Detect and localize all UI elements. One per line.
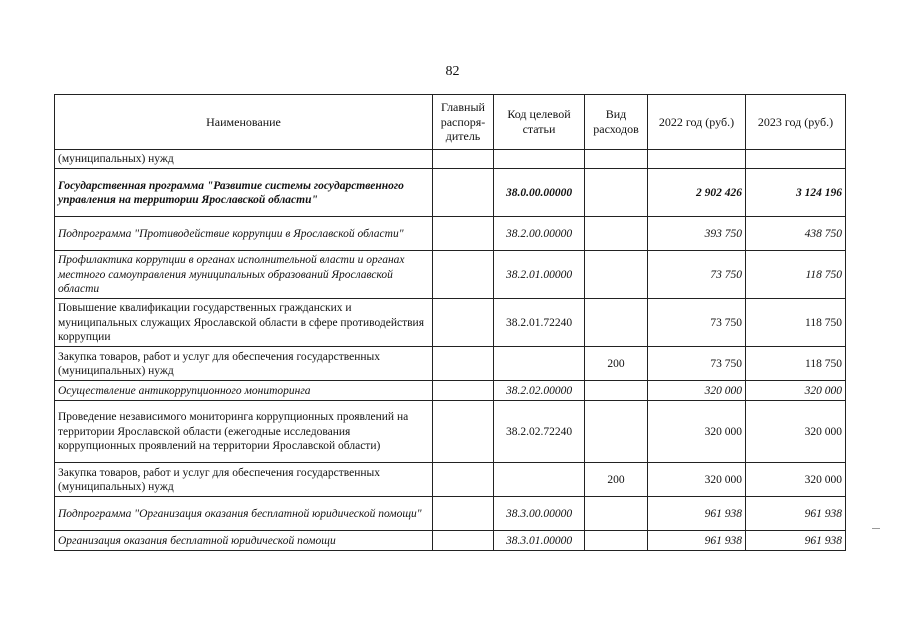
cell-2022: 961 938 (648, 497, 746, 531)
cell-2023: 320 000 (746, 381, 846, 401)
table-body (55, 150, 846, 551)
table-row (55, 150, 846, 169)
cell-dispatcher (433, 150, 494, 169)
cell-name: Осуществление антикоррупционного мониторинга (55, 381, 433, 401)
cell-2022: 320 000 (648, 381, 746, 401)
header-dispatcher: Главный распоря-дитель (433, 95, 494, 150)
cell-dispatcher (433, 531, 494, 551)
table-row (55, 497, 846, 531)
cell-name: Подпрограмма "Организация оказания бесплатной юридической помощи" (55, 497, 433, 531)
cell-code: 38.3.00.00000 (494, 497, 585, 531)
cell-2022: 73 750 (648, 299, 746, 347)
table-header-row (55, 95, 846, 150)
cell-kind (585, 497, 648, 531)
cell-2022: 2 902 426 (648, 169, 746, 217)
cell-kind (585, 299, 648, 347)
cell-kind (585, 251, 648, 299)
header-year-2022: 2022 год (руб.) (648, 95, 746, 150)
cell-code: 38.2.01.72240 (494, 299, 585, 347)
cell-name: Государственная программа "Развитие системы государственного управления на территории Ярославской области" (55, 169, 433, 217)
cell-dispatcher (433, 497, 494, 531)
table-row (55, 463, 846, 497)
table-row (55, 217, 846, 251)
cell-code: 38.2.00.00000 (494, 217, 585, 251)
cell-2023: 118 750 (746, 251, 846, 299)
cell-2023: 961 938 (746, 497, 846, 531)
table-row (55, 381, 846, 401)
cell-code: 38.3.01.00000 (494, 531, 585, 551)
cell-name: Организация оказания бесплатной юридической помощи (55, 531, 433, 551)
cell-name: Закупка товаров, работ и услуг для обеспечения государственных (муниципальных) нужд (55, 347, 433, 381)
cell-dispatcher (433, 299, 494, 347)
cell-kind: 200 (585, 463, 648, 497)
cell-2022: 961 938 (648, 531, 746, 551)
cell-name: Проведение независимого мониторинга коррупционных проявлений на территории Ярославской области (ежегодные исследования коррупционных проявлений на территории Ярославской области) (55, 401, 433, 463)
cell-code: 38.2.01.00000 (494, 251, 585, 299)
cell-code (494, 150, 585, 169)
cell-kind (585, 169, 648, 217)
cell-2022: 73 750 (648, 251, 746, 299)
table-row (55, 169, 846, 217)
header-year-2023: 2023 год (руб.) (746, 95, 846, 150)
cell-name: (муниципальных) нужд (55, 150, 433, 169)
cell-2022: 393 750 (648, 217, 746, 251)
cell-name: Повышение квалификации государственных гражданских и муниципальных служащих Ярославской области в сфере противодействия коррупции (55, 299, 433, 347)
table-row (55, 347, 846, 381)
cell-code: 38.0.00.00000 (494, 169, 585, 217)
cell-2023: 320 000 (746, 463, 846, 497)
scan-mark (872, 528, 880, 529)
cell-2022: 320 000 (648, 463, 746, 497)
cell-kind: 200 (585, 347, 648, 381)
cell-2023 (746, 150, 846, 169)
cell-name: Профилактика коррупции в органах исполнительной власти и органах местного самоуправления муниципальных образований Ярославской области (55, 251, 433, 299)
table-row (55, 251, 846, 299)
cell-code (494, 347, 585, 381)
cell-dispatcher (433, 169, 494, 217)
cell-2023: 320 000 (746, 401, 846, 463)
cell-dispatcher (433, 381, 494, 401)
cell-2023: 438 750 (746, 217, 846, 251)
cell-dispatcher (433, 347, 494, 381)
cell-dispatcher (433, 251, 494, 299)
budget-table (54, 94, 846, 551)
header-code: Код целевой статьи (494, 95, 585, 150)
cell-2023: 118 750 (746, 347, 846, 381)
cell-2023: 118 750 (746, 299, 846, 347)
cell-kind (585, 150, 648, 169)
cell-name: Подпрограмма "Противодействие коррупции в Ярославской области" (55, 217, 433, 251)
header-kind: Вид расходов (585, 95, 648, 150)
page-number: 82 (445, 64, 460, 79)
cell-2022 (648, 150, 746, 169)
cell-code: 38.2.02.00000 (494, 381, 585, 401)
table-row (55, 299, 846, 347)
cell-code (494, 463, 585, 497)
table-row (55, 401, 846, 463)
cell-2023: 3 124 196 (746, 169, 846, 217)
header-name: Наименование (55, 95, 433, 150)
table-row (55, 531, 846, 551)
cell-kind (585, 217, 648, 251)
cell-2023: 961 938 (746, 531, 846, 551)
cell-2022: 320 000 (648, 401, 746, 463)
cell-dispatcher (433, 401, 494, 463)
cell-kind (585, 401, 648, 463)
cell-dispatcher (433, 463, 494, 497)
cell-kind (585, 381, 648, 401)
cell-kind (585, 531, 648, 551)
cell-code: 38.2.02.72240 (494, 401, 585, 463)
cell-name: Закупка товаров, работ и услуг для обеспечения государственных (муниципальных) нужд (55, 463, 433, 497)
cell-dispatcher (433, 217, 494, 251)
cell-2022: 73 750 (648, 347, 746, 381)
